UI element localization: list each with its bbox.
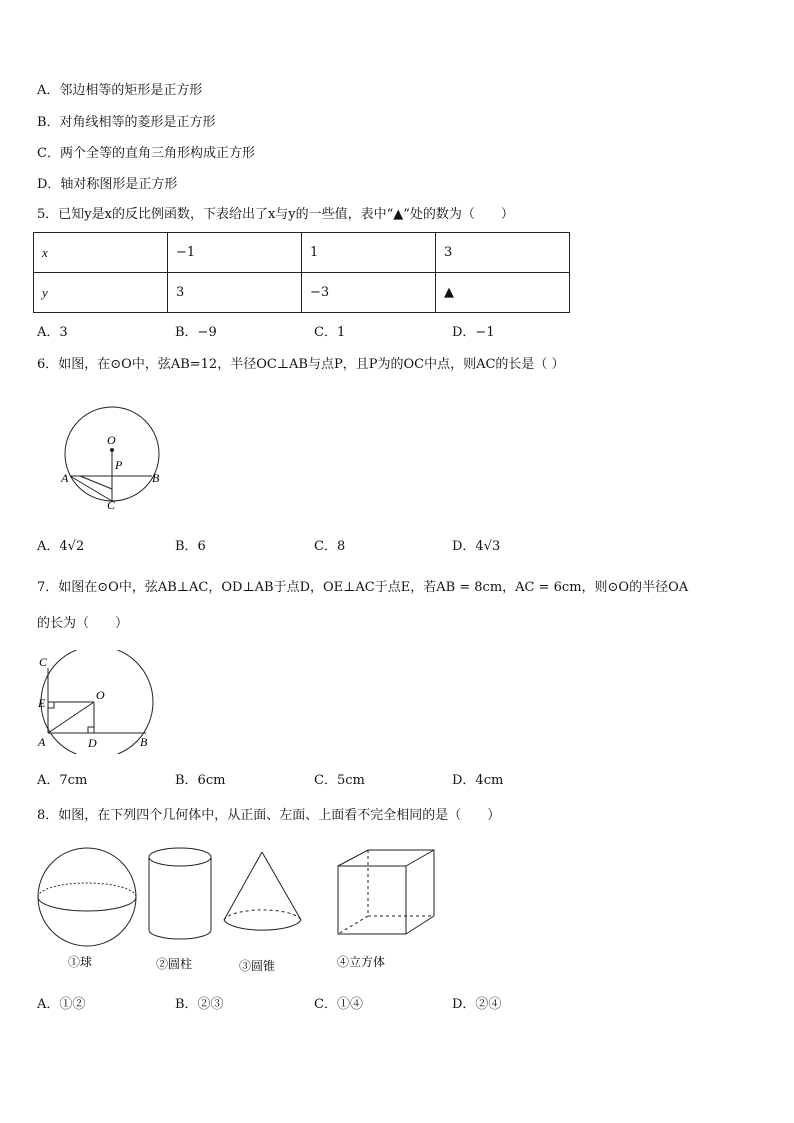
q4-option-d: D．轴对称图形是正方形: [37, 177, 178, 192]
q8-stem: 8．如图，在下列四个几何体中，从正面、左面、上面看不完全相同的是（ ）: [37, 808, 501, 823]
label-e: E: [38, 696, 46, 710]
q4-option-a: A．邻边相等的矩形是正方形: [37, 83, 203, 98]
cube-figure: [338, 850, 434, 934]
segment-oa: [48, 702, 94, 733]
table-cell: 1: [302, 233, 436, 273]
sphere-figure: [38, 848, 136, 946]
table-cell: y: [34, 273, 168, 313]
q6-option-c: C．8: [314, 539, 346, 554]
q6-option-a: A．4√2: [37, 539, 85, 554]
caption-cone: ③圆锥: [239, 959, 276, 973]
caption-cube: ④立方体: [337, 955, 386, 969]
q8-option-a: A．①②: [37, 997, 86, 1012]
caption-sphere: ①球: [68, 955, 93, 969]
table-cell: ▲: [436, 273, 570, 313]
table-cell: −3: [302, 273, 436, 313]
q8-option-b: B．②③: [175, 997, 224, 1012]
center-point: [110, 448, 114, 452]
label-o: O: [96, 688, 105, 702]
cylinder-figure: [149, 848, 211, 939]
table-row: [34, 273, 570, 313]
label-c: C: [107, 498, 116, 512]
label-p: P: [115, 458, 123, 472]
q8-solids-figure: [34, 842, 444, 977]
right-angle-d: [88, 727, 94, 733]
label-d: D: [88, 736, 97, 750]
q5-option-d: D．−1: [452, 325, 495, 340]
q4-option-c: C．两个全等的直角三角形构成正方形: [37, 146, 255, 161]
label-a: A: [61, 471, 69, 485]
q4-option-b: B．对角线相等的菱形是正方形: [37, 115, 216, 130]
q6-stem: 6．如图，在⊙O中，弦AB=12，半径OC⊥AB与点P，且P为的OC中点，则AC的长是（ ）: [37, 357, 565, 372]
table-cell: x: [34, 233, 168, 273]
segment-ap: [80, 476, 112, 489]
label-o: O: [107, 433, 116, 447]
q7-circle-figure: [34, 650, 164, 754]
q5-option-b: B．−9: [175, 325, 217, 340]
q5-stem: 5．已知y是x的反比例函数，下表给出了x与y的一些值，表中“▲”处的数为（ ）: [37, 207, 514, 222]
table-cell: 3: [436, 233, 570, 273]
q5-option-a: A．3: [37, 325, 68, 340]
q7-option-a: A．7cm: [37, 773, 88, 788]
q5-value-table: [33, 232, 570, 313]
q5-option-c: C．1: [314, 325, 346, 340]
label-c: C: [39, 655, 48, 669]
caption-cylinder: ②圆柱: [156, 957, 193, 971]
segment-ac: [70, 476, 112, 501]
table-cell: 3: [168, 273, 302, 313]
q8-option-c: C．①④: [314, 997, 363, 1012]
q7-option-d: D．4cm: [452, 773, 504, 788]
q8-option-d: D．②④: [452, 997, 502, 1012]
label-b: B: [152, 471, 160, 485]
q7-stem-line2: 的长为（ ）: [37, 616, 129, 631]
table-row: [34, 233, 570, 273]
q6-circle-figure: [58, 400, 168, 512]
q7-option-b: B．6cm: [175, 773, 226, 788]
label-b: B: [140, 735, 148, 749]
label-a: A: [38, 735, 46, 749]
q7-stem-line1: 7．如图在⊙O中，弦AB⊥AC，OD⊥AB于点D，OE⊥AC于点E，若AB = 8cm，AC = 6cm，则⊙O的半径OA: [37, 580, 689, 595]
q6-option-d: D．4√3: [452, 539, 501, 554]
q6-option-b: B．6: [175, 539, 206, 554]
cone-figure: [224, 852, 301, 930]
right-angle-e: [48, 702, 54, 708]
table-cell: −1: [168, 233, 302, 273]
q7-option-c: C．5cm: [314, 773, 365, 788]
